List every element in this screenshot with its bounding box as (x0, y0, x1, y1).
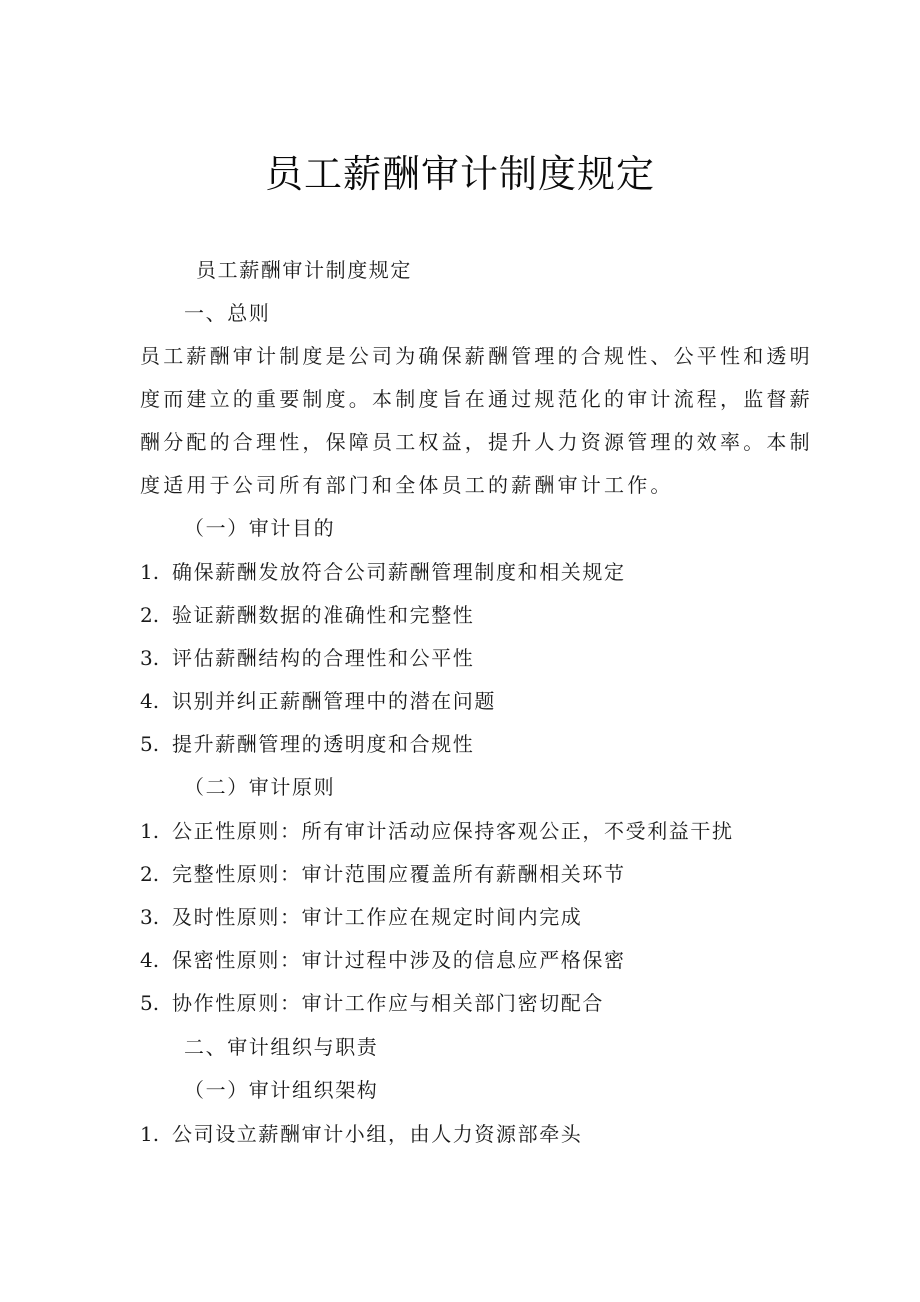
list-item (140, 557, 780, 587)
list-item-number: 3. (140, 905, 160, 929)
list-item (140, 859, 780, 889)
subsection-heading-audit-principles: （二）审计原则 (184, 775, 336, 799)
list-item (140, 1119, 780, 1149)
list-item (140, 686, 780, 716)
list-item-text: 公司设立薪酬审计小组，由人力资源部牵头 (172, 1122, 583, 1146)
paragraph-line: 酬分配的合理性，保障员工权益，提升人力资源管理的效率。本制 (140, 430, 813, 454)
list-item-number: 4. (140, 948, 160, 972)
subsection-heading-audit-purpose: （一）审计目的 (184, 516, 336, 540)
section-heading-general: 一、总则 (184, 301, 271, 325)
section-heading-audit-organization: 二、审计组织与职责 (184, 1035, 379, 1059)
list-item (140, 945, 780, 975)
list-item-text: 公正性原则：所有审计活动应保持客观公正，不受利益干扰 (172, 819, 734, 843)
list-item (140, 643, 780, 673)
list-item-text: 协作性原则：审计工作应与相关部门密切配合 (172, 991, 604, 1015)
list-item-text: 评估薪酬结构的合理性和公平性 (172, 646, 475, 670)
list-item (140, 902, 780, 932)
list-item-number: 4. (140, 689, 160, 713)
list-item-number: 1. (140, 1122, 160, 1146)
list-item (140, 729, 780, 759)
list-item-number: 1. (140, 560, 160, 584)
list-item-number: 5. (140, 732, 160, 756)
list-item-text: 及时性原则：审计工作应在规定时间内完成 (172, 905, 583, 929)
list-item (140, 816, 780, 846)
list-item-text: 保密性原则：审计过程中涉及的信息应严格保密 (172, 948, 626, 972)
list-item-number: 2. (140, 862, 160, 886)
paragraph-line: 度适用于公司所有部门和全体员工的薪酬审计工作。 (140, 473, 674, 497)
subsection-heading-audit-structure: （一）审计组织架构 (184, 1078, 379, 1102)
paragraph-line: 度而建立的重要制度。本制度旨在通过规范化的审计流程，监督薪 (140, 387, 813, 411)
list-item-text: 验证薪酬数据的准确性和完整性 (172, 603, 475, 627)
list-item (140, 600, 780, 630)
list-item-number: 1. (140, 819, 160, 843)
document-title: 员工薪酬审计制度规定 (264, 152, 655, 196)
paragraph-line: 员工薪酬审计制度是公司为确保薪酬管理的合规性、公平性和透明 (140, 344, 813, 368)
list-item-number: 5. (140, 991, 160, 1015)
list-item-number: 2. (140, 603, 160, 627)
list-item-number: 3. (140, 646, 160, 670)
list-item-text: 确保薪酬发放符合公司薪酬管理制度和相关规定 (172, 560, 626, 584)
list-item-text: 识别并纠正薪酬管理中的潜在问题 (172, 689, 496, 713)
list-item-text: 完整性原则：审计范围应覆盖所有薪酬相关环节 (172, 862, 626, 886)
document-subtitle: 员工薪酬审计制度规定 (196, 258, 412, 282)
list-item-text: 提升薪酬管理的透明度和合规性 (172, 732, 475, 756)
list-item (140, 988, 780, 1018)
